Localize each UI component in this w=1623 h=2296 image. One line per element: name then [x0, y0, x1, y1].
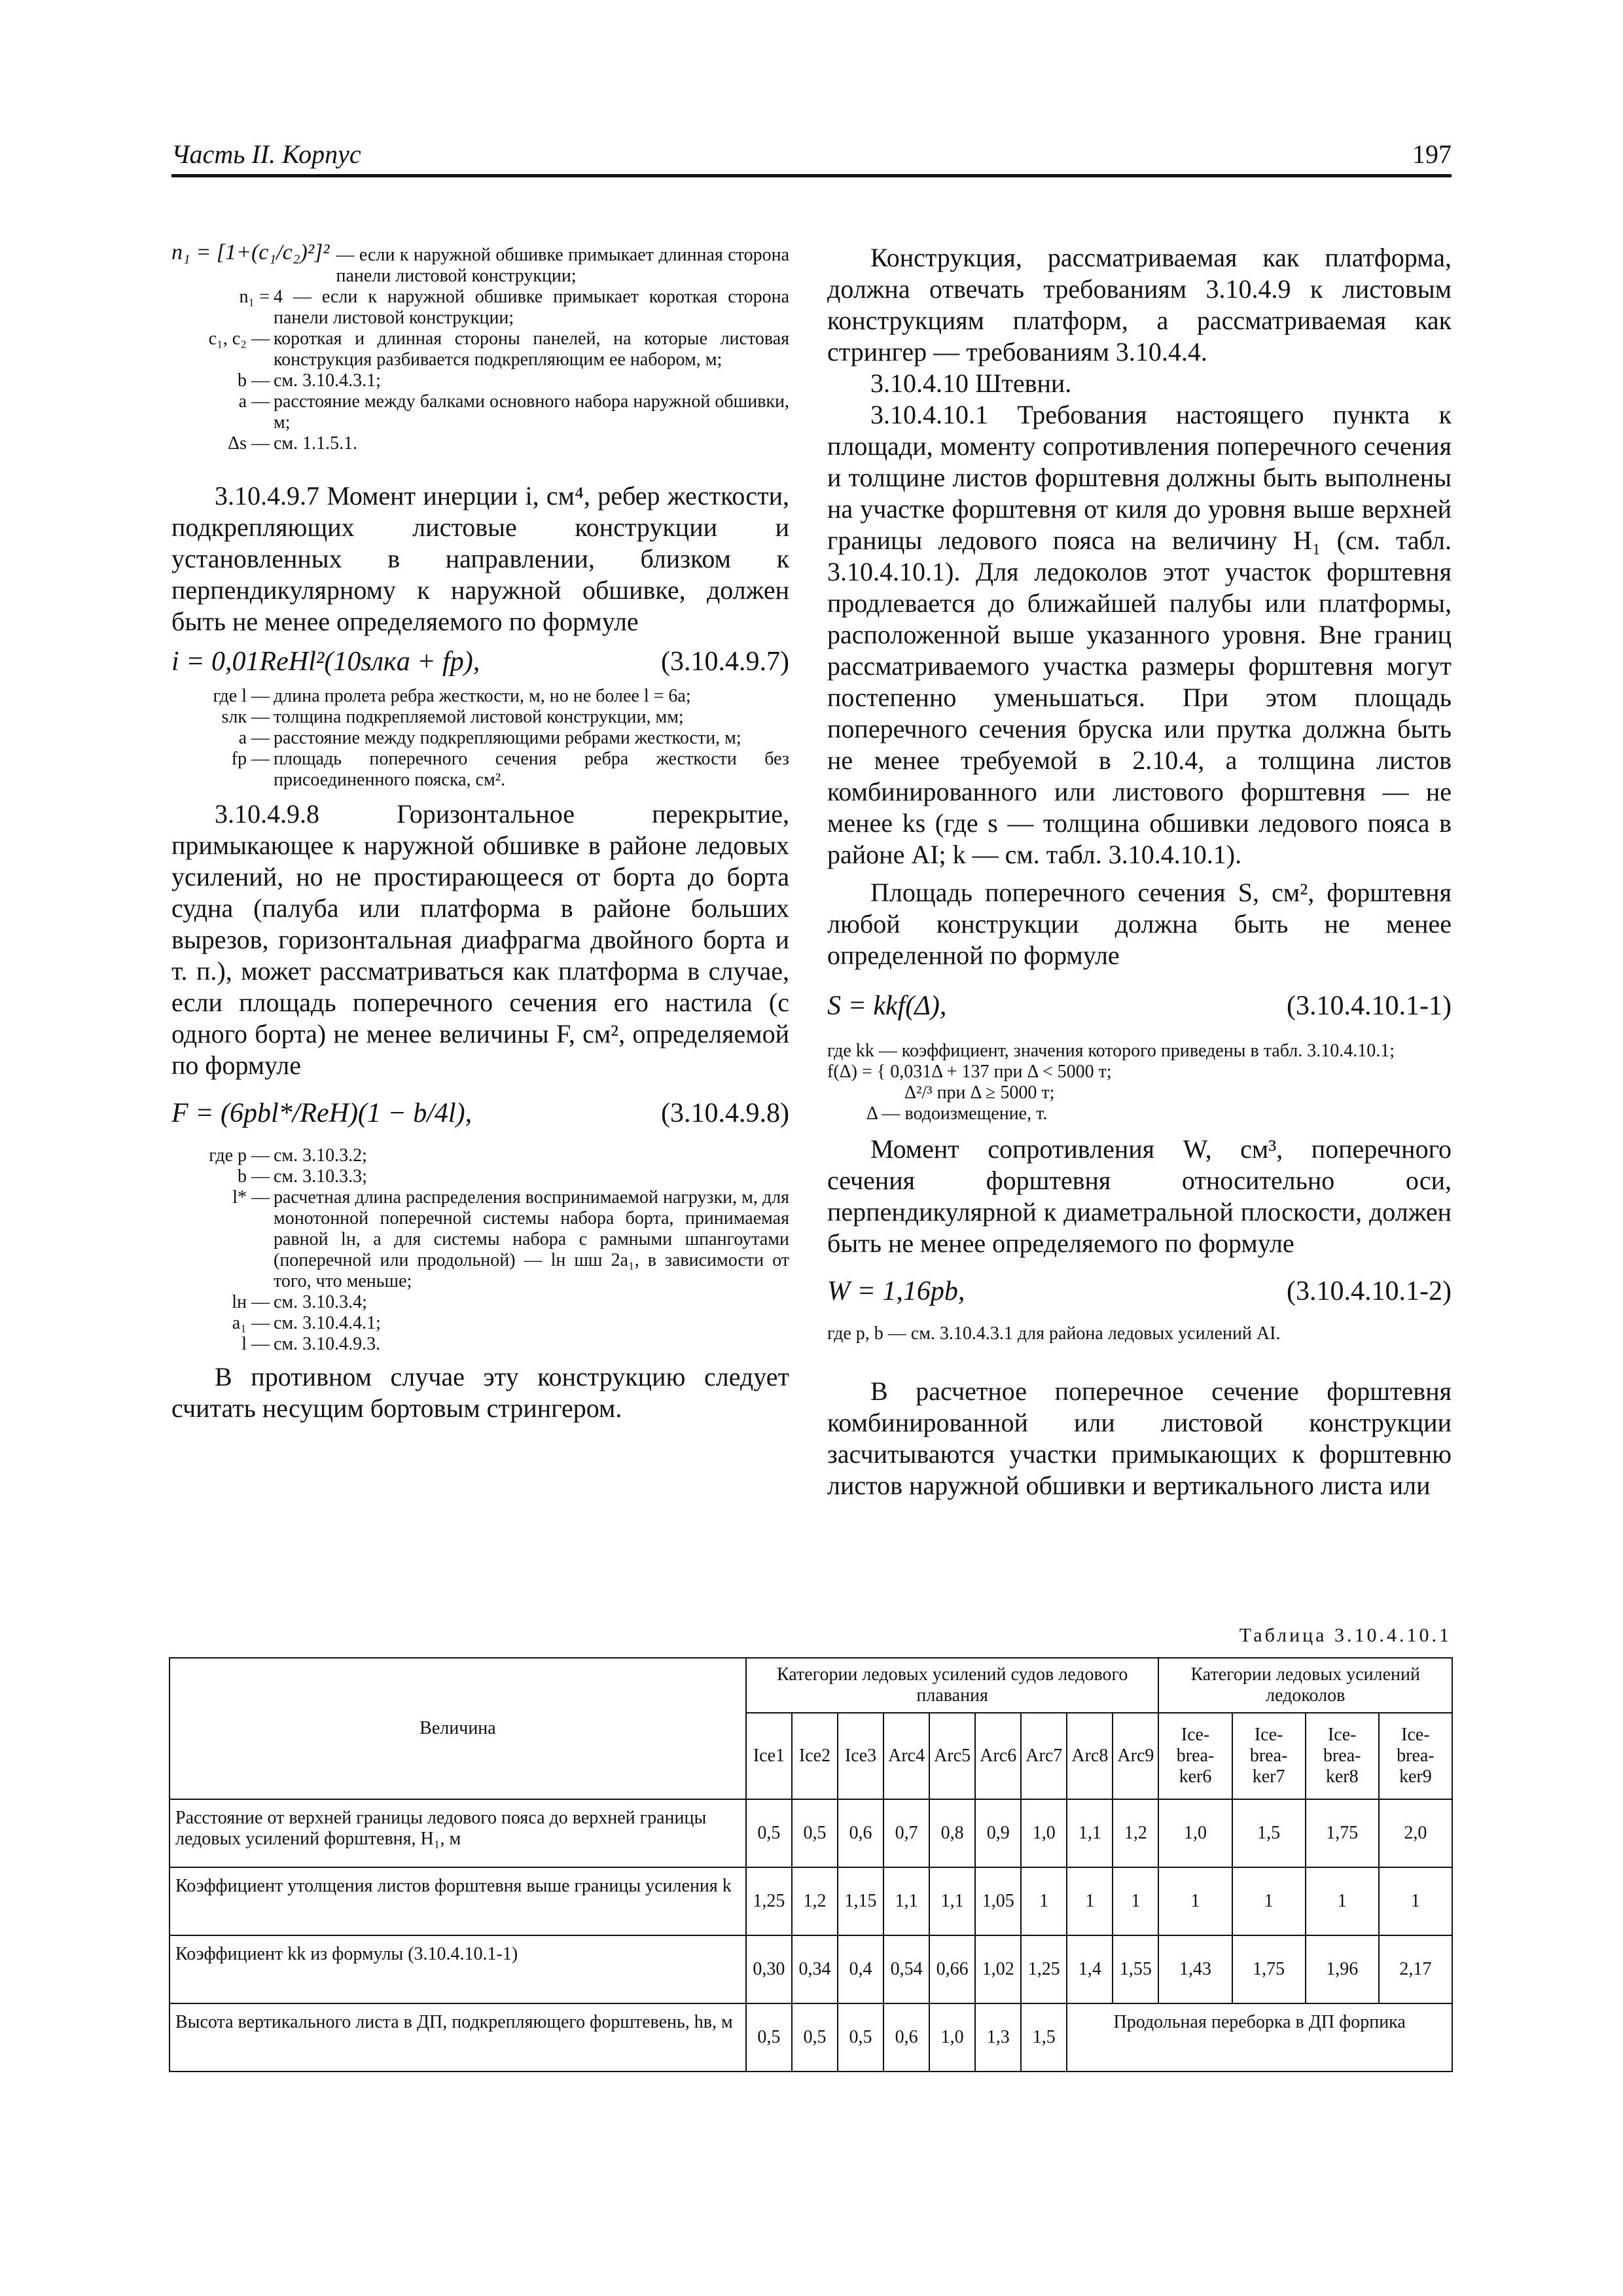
- definition-item: [171, 433, 789, 454]
- definition-text: см. 3.10.4.9.3.: [274, 1334, 381, 1354]
- table-cell: 0,4: [838, 1935, 883, 2003]
- right-column: [827, 242, 1452, 1501]
- definition-text: см. 3.10.3.4;: [274, 1292, 367, 1312]
- formula-number: (3.10.4.10.1-2): [1287, 1276, 1452, 1306]
- definition-item: [171, 287, 789, 329]
- section-heading-stems: 3.10.4.10 Штевни.: [870, 368, 1072, 398]
- table-cell: 1,0: [1158, 1799, 1232, 1867]
- row-label: Расстояние от верхней границы ледового пояса до верхней границы ледовых усилений форштевня, H₁, м: [169, 1799, 746, 1867]
- definition-item: [171, 1145, 789, 1166]
- table-cell: 1,43: [1158, 1935, 1232, 2003]
- definition-item: [171, 1166, 789, 1187]
- column-header: Arc4: [883, 1713, 929, 1799]
- definition-text: 4 — если к наружной обшивке примыкает короткая сторона панели листовой конструкции;: [274, 287, 789, 328]
- definition-item: [171, 1313, 789, 1334]
- table-cell: 1,1: [883, 1867, 929, 1935]
- table-row: [169, 1867, 1452, 1935]
- table-cell: 0,5: [746, 2003, 792, 2072]
- table-cell: 2,0: [1379, 1799, 1452, 1867]
- table-cell: 1,75: [1306, 1799, 1379, 1867]
- definition-text: расстояние между балками основного набора наружной обшивки, м;: [274, 391, 789, 433]
- definition-symbol: c₁, c₂ —: [208, 329, 270, 349]
- table-cell: 1,96: [1306, 1935, 1379, 2003]
- table-cell: 1,0: [929, 2003, 975, 2072]
- definition-text: расстояние между подкрепляющими ребрами жесткости, м;: [274, 728, 741, 748]
- definition-text: длина пролета ребра жесткости, м, но не более l = 6a;: [274, 686, 691, 706]
- definition-item: [171, 1334, 789, 1355]
- table-cell: 1: [1379, 1867, 1452, 1935]
- definition-text: толщина подкрепляемой листовой конструкции, мм;: [274, 707, 684, 727]
- table-cell: 0,5: [838, 2003, 883, 2072]
- stem-requirements-table: [169, 1657, 1453, 2072]
- definitions-list-1: [171, 287, 789, 454]
- table-cell: 1: [1067, 1867, 1113, 1935]
- definition-item: [171, 329, 789, 370]
- table-cell: 1,15: [838, 1867, 883, 1935]
- n1-definition: [171, 242, 789, 287]
- column-header: Ice-brea-ker7: [1232, 1713, 1306, 1799]
- column-header: Arc8: [1067, 1713, 1113, 1799]
- table-cell: 0,8: [929, 1799, 975, 1867]
- column-header: Arc9: [1113, 1713, 1158, 1799]
- header-group-ships: Категории ледовых усилений судов ледового плавания: [746, 1658, 1159, 1713]
- formula-expression: F = (6pbl*/ReH)(1 − b/4l),: [171, 1098, 473, 1128]
- table-cell: 1,5: [1021, 2003, 1067, 2072]
- table-cell: 1,05: [975, 1867, 1021, 1935]
- definition-text: см. 3.10.4.4.1;: [274, 1313, 381, 1333]
- table-cell: 1: [1021, 1867, 1067, 1935]
- table-cell: 1,4: [1067, 1935, 1113, 2003]
- merged-note-cell: Продольная переборка в ДП форпика: [1067, 2003, 1452, 2072]
- table-cell: 1,75: [1232, 1935, 1306, 2003]
- n1-text: — если к наружной обшивке примыкает длинная сторона панели листовой конструкции;: [336, 245, 789, 286]
- table-cell: 1,55: [1113, 1935, 1158, 2003]
- paragraph-otherwise: В противном случае эту конструкцию следует считать несущим бортовым стрингером.: [171, 1362, 789, 1423]
- table-cell: 0,5: [746, 1799, 792, 1867]
- table-cell: 0,6: [838, 1799, 883, 1867]
- definition-symbol: l* —: [232, 1187, 270, 1208]
- definition-symbol: b —: [238, 1166, 270, 1187]
- paragraph-3-10-4-9-7: 3.10.4.9.7 Момент инерции i, см⁴, ребер жесткости, подкрепляющих листовые конструкции и установленных в направлении, близком к перпендикулярному к наружной обшивке, должен быть не менее определяемого по формуле: [171, 481, 789, 636]
- formula-number: (3.10.4.9.8): [661, 1098, 789, 1128]
- definition-symbol: n₁ =: [239, 287, 270, 307]
- definition-item: [171, 728, 789, 749]
- table-cell: 1,25: [1021, 1935, 1067, 2003]
- definition-symbol: b —: [238, 370, 270, 391]
- table-cell: 1: [1306, 1867, 1379, 1935]
- table-cell: 1,0: [1021, 1799, 1067, 1867]
- table-cell: 1,1: [1067, 1799, 1113, 1867]
- column-header: Ice1: [746, 1713, 792, 1799]
- definition-kk: где kk — коэффициент, значения которого приведены в табл. 3.10.4.10.1;: [827, 1041, 1395, 1061]
- formula-number: (3.10.4.9.7): [661, 647, 789, 677]
- paragraph-3-10-4-10-1: 3.10.4.10.1 Требования настоящего пункта к площади, моменту сопротивления поперечного сечения и толщине листов форштевня должны быть выполнены на участке форштевня от киля до уровня выше верхней границы ледового пояса на величину H₁ (см. табл. 3.10.4.10.1). Для ледоколов этот участок форштевня продлевается до ближайшей палубы или платформы, расположенной выше указанного уровня. Вне границ рассматриваемого участка размеры форштевня могут постепенно уменьшаться. При этом площадь поперечного сечения бруска или прутка должна быть не менее требуемой в 2.10.4, а толщина листов комбинированного или листового форштевня — не менее ks (где s — толщина обшивки ледового пояса в районе AI; k — см. табл. 3.10.4.10.1).: [827, 400, 1452, 869]
- table-cell: 2,17: [1379, 1935, 1452, 2003]
- table-cell: 1,2: [1113, 1799, 1158, 1867]
- table-row: [169, 2003, 1452, 2072]
- table-cell: 0,34: [792, 1935, 838, 2003]
- formula-expression: S = kkf(Δ),: [827, 991, 947, 1021]
- column-header: Arc6: [975, 1713, 1021, 1799]
- definition-text: площадь поперечного сечения ребра жесткости без присоединенного пояска, см².: [274, 749, 789, 790]
- definition-item: [171, 707, 789, 728]
- table-cell: 1,02: [975, 1935, 1021, 2003]
- formula-number: (3.10.4.10.1-1): [1287, 991, 1452, 1021]
- running-header-title: Часть II. Корпус: [171, 139, 361, 169]
- formula-expression: i = 0,01ReHl²(10sлкa + fp),: [171, 647, 480, 677]
- table-cell: 1: [1232, 1867, 1306, 1935]
- formula-expression: W = 1,16pb,: [827, 1276, 965, 1306]
- definition-item: [171, 749, 789, 791]
- table-cell: 0,5: [792, 1799, 838, 1867]
- definition-symbol: a —: [238, 391, 270, 412]
- definition-item: [171, 391, 789, 433]
- definition-f-delta-1: f(Δ) = { 0,031Δ + 137 при Δ < 5000 т;: [827, 1062, 1112, 1082]
- definition-item: [171, 370, 789, 391]
- table-cell: 1,25: [746, 1867, 792, 1935]
- definition-text: см. 3.10.3.3;: [274, 1166, 367, 1187]
- table-cell: 1,1: [929, 1867, 975, 1935]
- formula-3-10-4-10-1-2: [827, 1272, 1452, 1310]
- table-caption: Таблица 3.10.4.10.1: [1239, 1624, 1452, 1646]
- formula-3-10-4-10-1-1: [827, 987, 1452, 1025]
- row-label: Коэффициент утолщения листов форштевня выше границы усиления k: [169, 1867, 746, 1935]
- table-cell: 0,9: [975, 1799, 1021, 1867]
- page-number: 197: [1412, 139, 1452, 169]
- definition-symbol: где p —: [209, 1145, 270, 1166]
- definition-text: короткая и длинная стороны панелей, на которые листовая конструкция разбивается подкрепляющим ее набором, м;: [274, 329, 789, 370]
- table-cell: 1,2: [792, 1867, 838, 1935]
- paragraph-3-10-4-9-8: 3.10.4.9.8 Горизонтальное перекрытие, примыкающее к наружной обшивке в районе ледовых усилений, но не простирающееся от борта до борта судна (палуба или платформа в районе больших вырезов, горизонтальная диафрагма двойного борта и т. п.), может рассматриваться как платформа в случае, если площадь поперечного сечения его настила (с одного борта) не менее величины F, см², определяемой по формуле: [171, 799, 789, 1080]
- definitions-list-2: [171, 686, 789, 791]
- column-header: Ice2: [792, 1713, 838, 1799]
- definition-text: см. 3.10.4.3.1;: [274, 370, 381, 391]
- n1-formula: n₁ = [1+(c₁/c₂)²]²: [171, 240, 330, 264]
- definition-symbol: a —: [238, 728, 270, 748]
- definition-delta: Δ — водоизмещение, т.: [866, 1103, 1048, 1124]
- definition-text: см. 1.1.5.1.: [274, 433, 358, 454]
- definition-symbol: sлк —: [221, 707, 270, 727]
- definition-symbol: Δs —: [228, 433, 270, 454]
- formula-3-10-4-9-8: [171, 1094, 789, 1132]
- header-group-icebreakers: Категории ледовых усилений ледоколов: [1158, 1658, 1452, 1713]
- column-header: Ice-brea-ker9: [1379, 1713, 1452, 1799]
- table-cell: 1: [1158, 1867, 1232, 1935]
- row-label: Высота вертикального листа в ДП, подкрепляющего форштевень, hв, м: [169, 2003, 746, 2072]
- definition-p-b: где p, b — см. 3.10.4.3.1 для района ледовых усилений AI.: [827, 1323, 1281, 1344]
- definition-item: [171, 1292, 789, 1313]
- definition-symbol: где l —: [213, 686, 270, 706]
- header-rule: [171, 174, 1452, 177]
- left-column: [171, 242, 789, 1424]
- definition-symbol: a₁ —: [232, 1313, 270, 1333]
- paragraph-platform: Конструкция, рассматриваемая как платформа, должна отвечать требованиям 3.10.4.9 к листовым конструкциям платформ, а рассматриваемая как стрингер — требованиям 3.10.4.4.: [827, 243, 1452, 367]
- table-row: [169, 1935, 1452, 2003]
- column-header: Arc5: [929, 1713, 975, 1799]
- table-cell: 0,7: [883, 1799, 929, 1867]
- table-cell: 1,3: [975, 2003, 1021, 2072]
- table-cell: 0,54: [883, 1935, 929, 2003]
- table-cell: 0,30: [746, 1935, 792, 2003]
- definition-f-delta-2: Δ²/³ при Δ ≥ 5000 т;: [904, 1083, 1055, 1103]
- formula-3-10-4-9-7: [171, 643, 789, 681]
- definition-text: расчетная длина распределения воспринимаемой нагрузки, м, для монотонной поперечной системы набора борта, принимаемая равной lн, а для системы набора с рамными шпангоутами (поперечной или продольной) — lн шш 2a₁, в зависимости от того, что меньше;: [274, 1187, 789, 1291]
- paragraph-area: Площадь поперечного сечения S, см², форштевня любой конструкции должна быть не менее определенной по формуле: [827, 878, 1452, 970]
- definition-symbol: fp —: [231, 749, 270, 769]
- column-header: Ice-brea-ker6: [1158, 1713, 1232, 1799]
- definition-item: [171, 686, 789, 707]
- row-label: Коэффициент kk из формулы (3.10.4.10.1-1): [169, 1935, 746, 2003]
- definition-item: [171, 1187, 789, 1292]
- table-cell: 0,5: [792, 2003, 838, 2072]
- definitions-list-3: [171, 1145, 789, 1355]
- definition-text: см. 3.10.3.2;: [274, 1145, 367, 1166]
- table-cell: 1: [1113, 1867, 1158, 1935]
- table-cell: 1,5: [1232, 1799, 1306, 1867]
- definition-symbol: l —: [241, 1334, 270, 1354]
- table-cell: 0,66: [929, 1935, 975, 2003]
- paragraph-modulus: Момент сопротивления W, см³, поперечного сечения форштевня относительно оси, перпендикулярной к диаметральной плоскости, должен быть не менее определяемого по формуле: [827, 1134, 1452, 1258]
- column-header: Ice-brea-ker8: [1306, 1713, 1379, 1799]
- paragraph-calc-section: В расчетное поперечное сечение форштевня комбинированной или листовой конструкции засчитываются участки примыкающих к форштевню листов наружной обшивки и вертикального листа или: [827, 1376, 1452, 1500]
- table-cell: 0,6: [883, 2003, 929, 2072]
- definition-symbol: lн —: [232, 1292, 270, 1312]
- table-row: [169, 1799, 1452, 1867]
- column-header: Arc7: [1021, 1713, 1067, 1799]
- header-value: Величина: [169, 1658, 746, 1799]
- column-header: Ice3: [838, 1713, 883, 1799]
